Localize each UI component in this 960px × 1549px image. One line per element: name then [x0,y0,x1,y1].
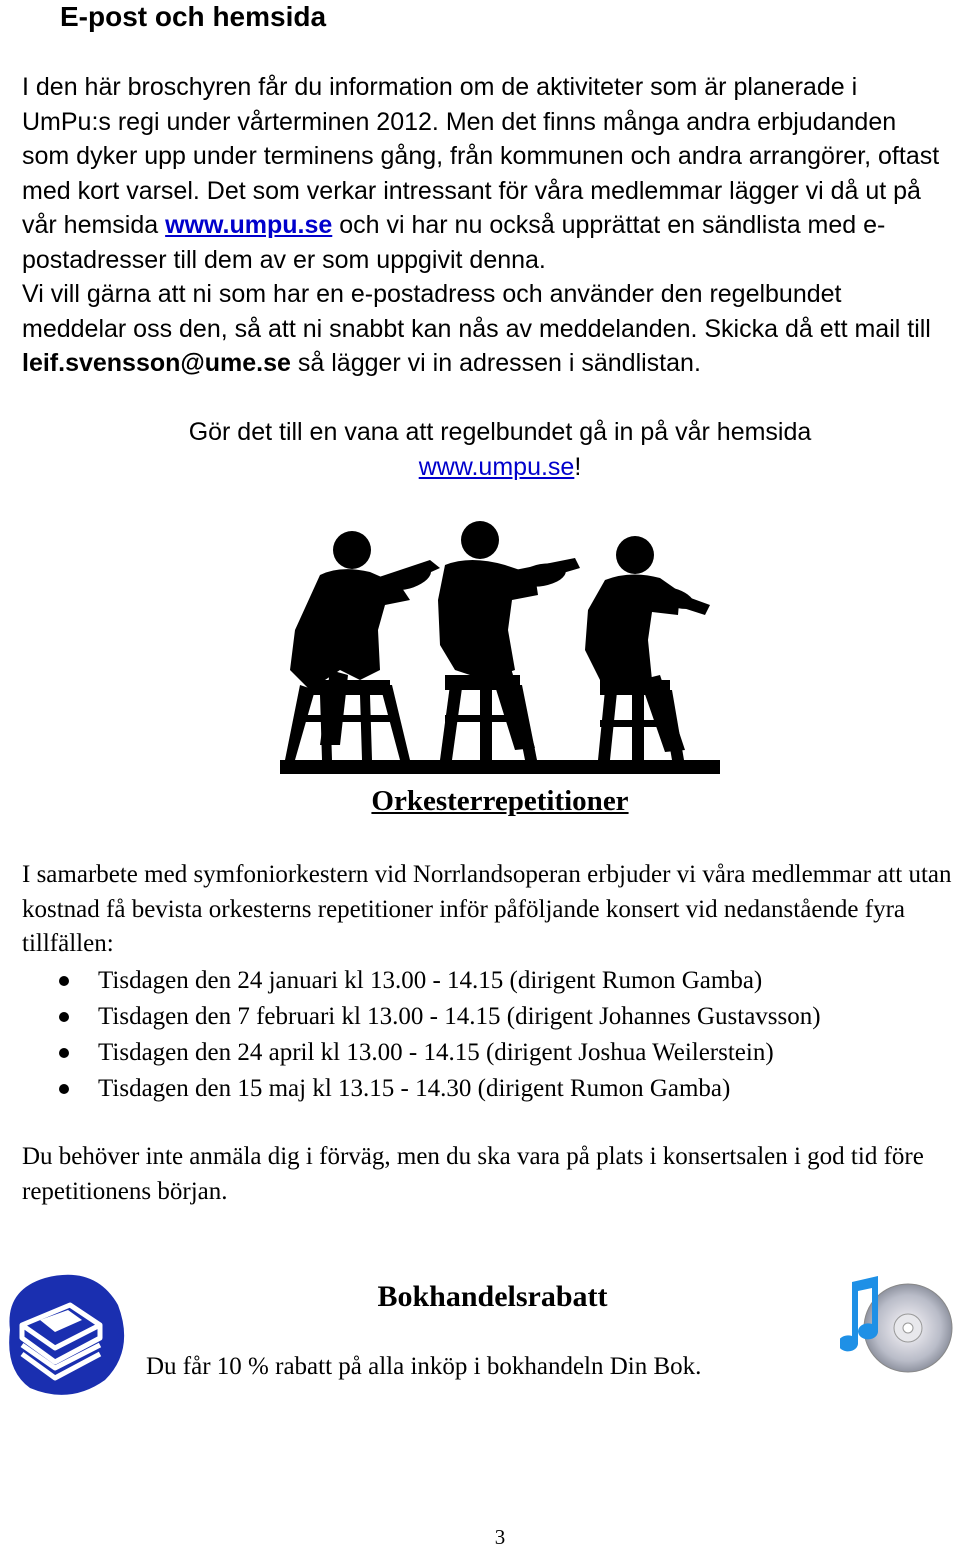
rehearsal-dates-list-wrap [22,963,960,1107]
email-address: leif.svensson@ume.se [22,349,291,377]
epost-text-2a: Vi vill gärna att ni som har en e-postadress och använder den regelbundet meddelar oss den, så att ni snabbt kan nås av meddelanden. Skicka då ett mail till [22,280,931,343]
rehearsal-dates-list [22,963,960,1107]
section-title-orkester: Orkesterrepetitioner [371,785,629,817]
bullet-icon [59,1084,69,1094]
list-item [22,999,960,1035]
violin-trio-silhouette-icon [280,520,720,775]
bokhandel-text: Du får 10 % rabatt på alla inköp i bokhandeln Din Bok. [146,1353,702,1380]
list-item [22,963,960,999]
list-item [22,1035,960,1071]
orkester-intro-wrap [22,858,952,962]
epost-paragraph-1 [22,70,942,277]
bullet-icon [59,1012,69,1022]
rehearsal-date: Tisdagen den 24 april kl 13.00 - 14.15 (dirigent Joshua Weilerstein) [98,1039,774,1066]
page-number-wrap [0,1525,960,1549]
orkester-outro: Du behöver inte anmäla dig i förväg, men du ska vara på plats i konsertsalen i god tid före repetitionens början. [22,1143,924,1205]
page-number: 3 [494,1525,506,1549]
section-title-orkester-wrap [0,780,960,822]
music-cd-icon [840,1272,955,1382]
bokhandel-text-wrap [146,1350,846,1385]
cta-text: Gör det till en vana att regelbundet gå in på vår hemsida [188,418,812,446]
epost-text-2b: så lägger vi in adressen i sändlistan. [290,349,701,377]
rehearsal-date: Tisdagen den 15 maj kl 13.15 - 14.30 (dirigent Rumon Gamba) [98,1075,731,1102]
epost-text-1a: I den här broschyren får du information om de aktiviteter som är planerade i UmPu:s regi under vårterminen 2012. Men det finns många andra erbjudanden som dyker upp under terminens gång, från kommunen och andra arrangörer, oftast med kort varsel. Det som verkar intressant för våra medlemmar lägger vi då ut på vår hemsida [22,73,940,239]
website-link[interactable]: www.umpu.se [165,211,333,239]
cta-link-line [0,450,960,485]
cta-exclamation: ! [574,452,582,481]
bullet-icon [59,976,69,986]
bullet-icon [59,1048,69,1058]
orkester-intro: I samarbete med symfoniorkestern vid Norrlandsoperan erbjuder vi våra medlemmar att utan kostnad få bevista orkesterns repetitioner inför påföljande konsert vid nedanstående fyra tillfällen: [22,861,952,957]
rehearsal-date: Tisdagen den 7 februari kl 13.00 - 14.15 (dirigent Johannes Gustavsson) [98,1003,821,1030]
orkester-outro-wrap [22,1140,952,1209]
epost-paragraph-2 [22,277,942,381]
epost-body [22,70,942,381]
section-title-bokhandel: Bokhandelsrabatt [377,1280,608,1313]
website-cta [0,415,960,484]
section-title-bokhandel-wrap [0,1276,960,1318]
epost-text-1b: och vi har nu också upprättat en sändlista med e-postadresser till dem av er som uppgivit denna. [22,211,886,274]
cta-website-link[interactable]: www.umpu.se [418,452,575,481]
list-item [22,1071,960,1107]
section-title-epost: E-post och hemsida [60,1,327,32]
rehearsal-date: Tisdagen den 24 januari kl 13.00 - 14.15 (dirigent Rumon Gamba) [98,967,763,994]
